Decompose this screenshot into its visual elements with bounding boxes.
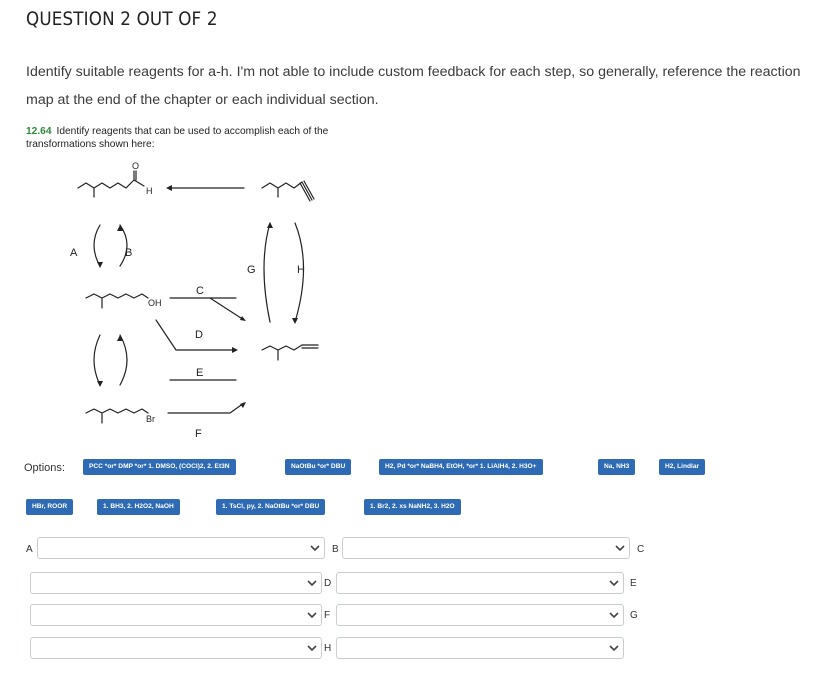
- answer-label-b: B: [332, 544, 339, 555]
- chevron-down-icon: [609, 578, 619, 588]
- option-chip[interactable]: 1. TsCl, py, 2. NaOtBu *or* DBU: [216, 499, 325, 515]
- arrow-label-d: D: [195, 329, 203, 341]
- answer-label-c: C: [637, 544, 645, 555]
- arrow-label-b: B: [125, 247, 133, 259]
- option-chip[interactable]: HBr, ROOR: [26, 499, 73, 515]
- chevron-down-icon: [310, 543, 320, 553]
- answer-select-g[interactable]: [30, 637, 322, 659]
- problem-text: Identify reagents that can be used to accomplish each of the transformations shown here:: [26, 126, 329, 150]
- problem-number: 12.64: [26, 126, 52, 137]
- aldehyde-o-label: O: [132, 161, 140, 171]
- arrow-label-a: A: [70, 247, 78, 259]
- answer-select-b[interactable]: [342, 537, 630, 559]
- answer-label-a: A: [26, 544, 33, 555]
- question-title: QUESTION 2 OUT OF 2: [26, 8, 218, 30]
- answer-label-h: H: [324, 643, 332, 654]
- chevron-down-icon: [609, 610, 619, 620]
- arrow-label-c: C: [196, 285, 204, 297]
- instructions-text: Identify suitable reagents for a-h. I'm not able to include custom feedback for each step, so generally, reference the reaction map at the end of the chapter or each individual section.: [26, 64, 801, 108]
- options-label: Options:: [24, 462, 65, 474]
- answer-select-a[interactable]: [37, 537, 325, 559]
- option-chip[interactable]: 1. Br2, 2. xs NaNH2, 3. H2O: [364, 499, 461, 515]
- answer-select-h[interactable]: [336, 637, 624, 659]
- chevron-down-icon: [609, 643, 619, 653]
- answer-select-c[interactable]: [30, 572, 322, 594]
- arrow-label-g: G: [247, 264, 256, 276]
- answer-label-e: E: [630, 578, 637, 589]
- answer-label-f: F: [324, 610, 331, 621]
- option-chip[interactable]: 1. BH3, 2. H2O2, NaOH: [97, 499, 180, 515]
- arrow-label-e: E: [196, 367, 204, 379]
- answer-label-g: G: [630, 610, 638, 621]
- option-chip[interactable]: Na, NH3: [598, 459, 635, 475]
- answer-select-f[interactable]: [336, 604, 624, 626]
- chevron-down-icon: [307, 643, 317, 653]
- oh-label: OH: [148, 298, 162, 308]
- arrow-label-f: F: [195, 428, 202, 440]
- br-label: Br: [146, 414, 155, 424]
- chevron-down-icon: [307, 610, 317, 620]
- aldehyde-h-label: H: [146, 186, 153, 196]
- chevron-down-icon: [307, 578, 317, 588]
- answer-label-d: D: [324, 578, 332, 589]
- option-chip[interactable]: H2, Pd *or* NaBH4, EtOH, *or* 1. LiAlH4, 2. H3O+: [379, 459, 543, 475]
- option-chip[interactable]: H2, Lindlar: [659, 459, 705, 475]
- answer-select-e[interactable]: [30, 604, 322, 626]
- arrow-label-h: H: [297, 264, 305, 276]
- option-chip[interactable]: NaOtBu *or* DBU: [285, 459, 351, 475]
- answer-select-d[interactable]: [336, 572, 624, 594]
- option-chip[interactable]: PCC *or* DMP *or* 1. DMSO, (COCl)2, 2. Et3N: [83, 459, 236, 475]
- chevron-down-icon: [615, 543, 625, 553]
